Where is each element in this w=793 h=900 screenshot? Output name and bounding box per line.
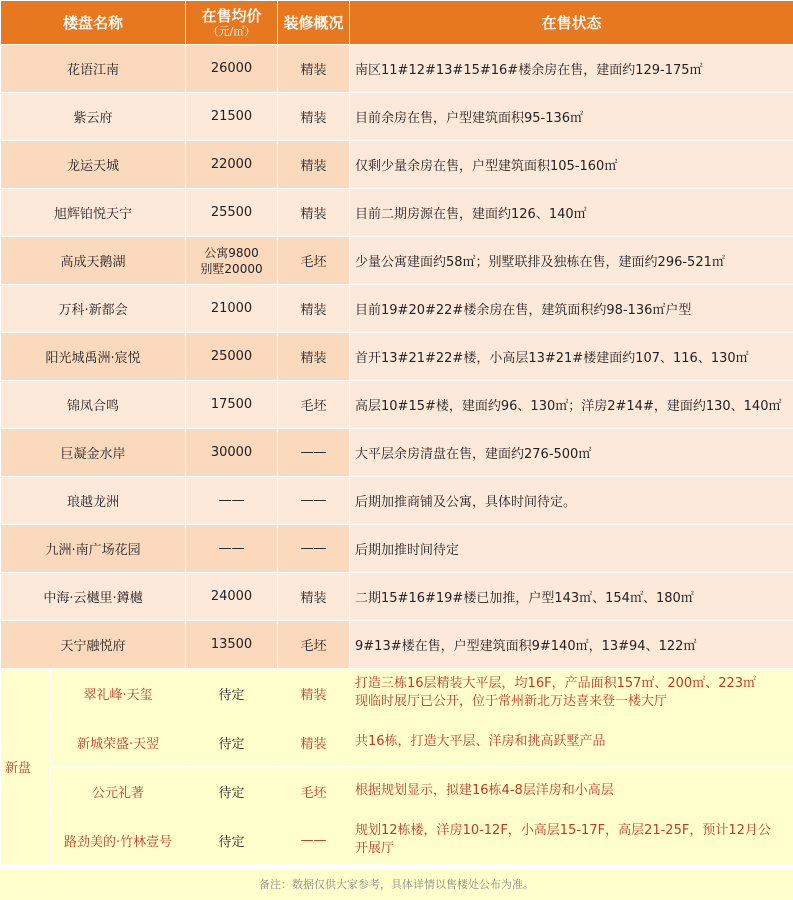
price xyxy=(186,237,278,285)
decoration: —— xyxy=(278,816,350,865)
sale-status xyxy=(350,669,793,718)
price: 待定 xyxy=(186,718,278,767)
table-row xyxy=(1,93,793,141)
table-row xyxy=(1,477,793,525)
sale-status: 目前余房在售，户型建筑面积95-136㎡ xyxy=(350,93,793,141)
table-row xyxy=(1,285,793,333)
table-row xyxy=(1,141,793,189)
project-name: 旭辉铂悦天宁 xyxy=(1,189,186,237)
sale-status: 目前二期房源在售，建面约126、140㎡ xyxy=(350,189,793,237)
price: —— xyxy=(186,477,278,525)
table-row xyxy=(1,237,793,285)
table-row-new xyxy=(1,816,793,865)
decoration: 精装 xyxy=(278,45,350,93)
table-header xyxy=(1,1,793,45)
sale-status-line: 现临时展厅已公开，位于常州新北万达喜来登一楼大厅 xyxy=(355,694,668,709)
decoration: 精装 xyxy=(278,669,350,718)
project-name: 锦凤合鸣 xyxy=(1,381,186,429)
price-apartment: 公寓9800 xyxy=(204,245,259,260)
project-name: 公元礼著 xyxy=(51,767,186,816)
sale-status: 南区11#12#13#15#16#楼余房在售，建面约129-175㎡ xyxy=(350,45,793,93)
price: 21500 xyxy=(186,93,278,141)
sale-status: 二期15#16#19#楼已加推，户型143㎡、154㎡、180㎡ xyxy=(350,573,793,621)
decoration: 精装 xyxy=(278,285,350,333)
price: —— xyxy=(186,525,278,573)
sale-status xyxy=(350,816,793,865)
price: 30000 xyxy=(186,429,278,477)
sale-status: 共16栋，打造大平层、洋房和挑高跃墅产品 xyxy=(350,718,793,767)
sale-status: 根据规划显示，拟建16栋4-8层洋房和小高层 xyxy=(350,767,793,816)
price: 13500 xyxy=(186,621,278,669)
project-name: 龙运天城 xyxy=(1,141,186,189)
table-row xyxy=(1,525,793,573)
project-name: 花语江南 xyxy=(1,45,186,93)
table-row xyxy=(1,45,793,93)
sale-status: 少量公寓建面约58㎡；别墅联排及独栋在售，建面约296-521㎡ xyxy=(350,237,793,285)
sale-status-line: 开展厅 xyxy=(355,841,395,856)
decoration: 精装 xyxy=(278,189,350,237)
project-name: 高成天鹅湖 xyxy=(1,237,186,285)
project-name: 中海·云樾里·鐏樾 xyxy=(1,573,186,621)
table-row xyxy=(1,189,793,237)
decoration: 精装 xyxy=(278,141,350,189)
header-status: 在售状态 xyxy=(350,1,793,45)
price: 待定 xyxy=(186,669,278,718)
sale-status: 大平层余房清盘在售，建面约276-500㎡ xyxy=(350,429,793,477)
project-name: 琅越龙洲 xyxy=(1,477,186,525)
header-price xyxy=(186,1,278,45)
decoration: 毛坯 xyxy=(278,381,350,429)
price: 25000 xyxy=(186,333,278,381)
decoration: —— xyxy=(278,477,350,525)
price: 17500 xyxy=(186,381,278,429)
project-name: 阳光城禹洲·宸悦 xyxy=(1,333,186,381)
new-group-label: 新盘 xyxy=(1,669,51,865)
footnote: 备注：数据仅供大家参考，具体详情以售楼处公布为准。 xyxy=(0,869,793,900)
project-name: 紫云府 xyxy=(1,93,186,141)
header-name: 楼盘名称 xyxy=(1,1,186,45)
decoration: 精装 xyxy=(278,573,350,621)
price: 待定 xyxy=(186,767,278,816)
table-row xyxy=(1,621,793,669)
header-price-label: 在售均价 xyxy=(201,6,262,25)
project-name: 天宁融悦府 xyxy=(1,621,186,669)
decoration: 精装 xyxy=(278,93,350,141)
header-deco: 装修概况 xyxy=(278,1,350,45)
table-row-new xyxy=(1,669,793,718)
table-row-new xyxy=(1,718,793,767)
price-villa: 别墅20000 xyxy=(200,261,263,276)
decoration: 毛坯 xyxy=(278,767,350,816)
price: 25500 xyxy=(186,189,278,237)
project-name: 九洲·南广场花园 xyxy=(1,525,186,573)
table-row xyxy=(1,333,793,381)
price: 待定 xyxy=(186,816,278,865)
project-name: 万科·新都会 xyxy=(1,285,186,333)
sale-status: 后期加推时间待定 xyxy=(350,525,793,573)
price: 22000 xyxy=(186,141,278,189)
table-body xyxy=(1,45,793,865)
decoration: —— xyxy=(278,429,350,477)
sale-status: 后期加推商铺及公寓，具体时间待定。 xyxy=(350,477,793,525)
price: 24000 xyxy=(186,573,278,621)
table-row xyxy=(1,381,793,429)
decoration: 毛坯 xyxy=(278,237,350,285)
decoration: 精装 xyxy=(278,333,350,381)
sale-status-line: 打造三栋16层精装大平层，均16F，产品面积157㎡、200㎡、223㎡ xyxy=(355,676,757,691)
sale-status: 目前19#20#22#楼余房在售，建筑面积约98-136㎡户型 xyxy=(350,285,793,333)
sale-status: 9#13#楼在售，户型建筑面积9#140㎡，13#94、122㎡ xyxy=(350,621,793,669)
project-name: 新城荣盛·天翌 xyxy=(51,718,186,767)
table-row-new xyxy=(1,767,793,816)
decoration: 精装 xyxy=(278,718,350,767)
table-row xyxy=(1,573,793,621)
sale-status: 高层10#15#楼，建面约96、130㎡；洋房2#14#，建面约130、140㎡ xyxy=(350,381,793,429)
sale-status: 仅剩少量余房在售，户型建筑面积105-160㎡ xyxy=(350,141,793,189)
header-price-unit: （元/㎡） xyxy=(207,24,256,38)
decoration: —— xyxy=(278,525,350,573)
price: 21000 xyxy=(186,285,278,333)
project-name: 路劲美的·竹林壹号 xyxy=(51,816,186,865)
decoration: 毛坯 xyxy=(278,621,350,669)
price: 26000 xyxy=(186,45,278,93)
sale-status-line: 规划12栋楼，洋房10-12F，小高层15-17F，高层21-25F，预计12月公 xyxy=(355,823,771,838)
table-row xyxy=(1,429,793,477)
project-name: 巨凝金水岸 xyxy=(1,429,186,477)
project-name: 翠礼峰·天玺 xyxy=(51,669,186,718)
sale-status: 首开13#21#22#楼，小高层13#21#楼建面约107、116、130㎡ xyxy=(350,333,793,381)
